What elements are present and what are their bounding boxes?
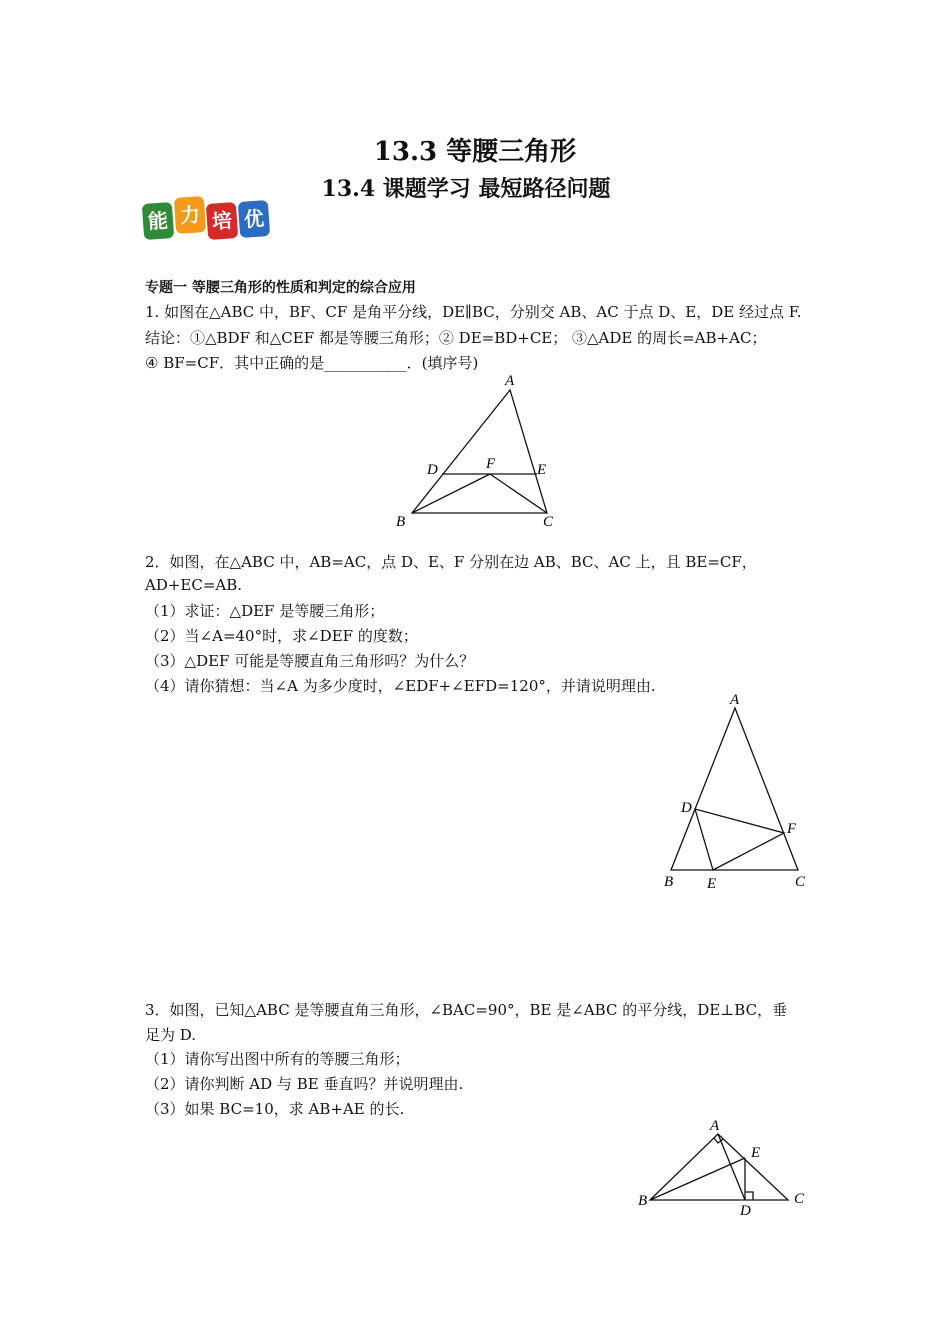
q3-right-angle-d <box>745 1192 753 1200</box>
page-subtitle: 13.4 课题学习 最短路径问题 <box>321 176 611 202</box>
q1-label-f: F <box>486 456 496 472</box>
q1-triangle-abc <box>412 390 547 513</box>
q1-label-e: E <box>537 462 547 478</box>
q1-line-3: ④ BF=CF．其中正确的是___________．(填序号) <box>145 354 479 372</box>
q1-segment-bf <box>412 474 490 513</box>
page-title: 13.3 等腰三角形 <box>373 137 577 167</box>
q2-label-f: F <box>787 821 797 837</box>
q2-line-3: （1）求证：△DEF 是等腰三角形； <box>145 602 385 620</box>
q3-label-c: C <box>794 1191 805 1207</box>
badge-char-3: 培 <box>206 202 238 240</box>
q1-line-2: 结论：①△BDF 和△CEF 都是等腰三角形；② DE=BD+CE； ③△ADE 的周长=AB+AC； <box>145 329 767 347</box>
q1-segment-cf <box>490 474 547 513</box>
q2-line-1: 2．如图，在△ABC 中，AB=AC，点 D、E、F 分别在边 AB、BC、AC 上，且 BE=CF， <box>145 553 757 571</box>
q2-triangle-def <box>695 809 784 870</box>
q2-label-b: B <box>664 874 674 890</box>
q3-line-4: （2）请你判断 AD 与 BE 垂直吗？并说明理由. <box>145 1075 464 1093</box>
q2-label-a: A <box>730 692 740 708</box>
badge-char-4: 优 <box>238 200 270 238</box>
section-heading: 专题一 等腰三角形的性质和判定的综合应用 <box>145 280 416 296</box>
q3-line-3: （1）请你写出图中所有的等腰三角形； <box>145 1050 410 1068</box>
badge-char-2: 力 <box>174 196 206 234</box>
q2-label-c: C <box>795 874 806 890</box>
q1-label-a: A <box>505 373 515 389</box>
q3-triangle-abc <box>650 1134 788 1200</box>
q1-figure <box>390 368 570 533</box>
q3-segment-ad <box>718 1134 745 1200</box>
q2-line-2: AD+EC=AB. <box>145 576 243 594</box>
q3-line-1: 3．如图，已知△ABC 是等腰直角三角形，∠BAC=90°，BE 是∠ABC 的平分线，DE⊥BC，垂 <box>145 1001 788 1019</box>
q2-line-5: （3）△DEF 可能是等腰直角三角形吗？为什么？ <box>145 652 475 670</box>
q1-label-d: D <box>427 462 438 478</box>
q3-label-d: D <box>740 1203 751 1219</box>
q1-label-c: C <box>543 514 554 530</box>
q3-label-b: B <box>638 1193 648 1209</box>
q3-line-5: （3）如果 BC=10，求 AB+AE 的长. <box>145 1100 405 1118</box>
ability-badge <box>143 197 271 239</box>
q1-line-1: 1. 如图在△ABC 中，BF、CF 是角平分线，DE∥BC，分别交 AB、AC 于点 D、E，DE 经过点 F. <box>145 303 802 321</box>
badge-char-1: 能 <box>142 202 174 240</box>
q2-line-6: （4）请你猜想：当∠A 为多少度时，∠EDF+∠EFD=120°，并请说明理由. <box>145 677 656 695</box>
q2-triangle-abc <box>671 708 798 870</box>
q2-label-e: E <box>707 876 717 892</box>
q2-figure <box>655 690 820 895</box>
q3-label-e: E <box>751 1145 761 1161</box>
q2-label-d: D <box>681 800 692 816</box>
q3-line-2: 足为 D. <box>145 1026 197 1044</box>
q3-label-a: A <box>710 1118 720 1134</box>
q1-label-b: B <box>396 514 406 530</box>
q2-line-4: （2）当∠A=40°时，求∠DEF 的度数； <box>145 627 418 645</box>
q3-figure <box>630 1112 815 1222</box>
